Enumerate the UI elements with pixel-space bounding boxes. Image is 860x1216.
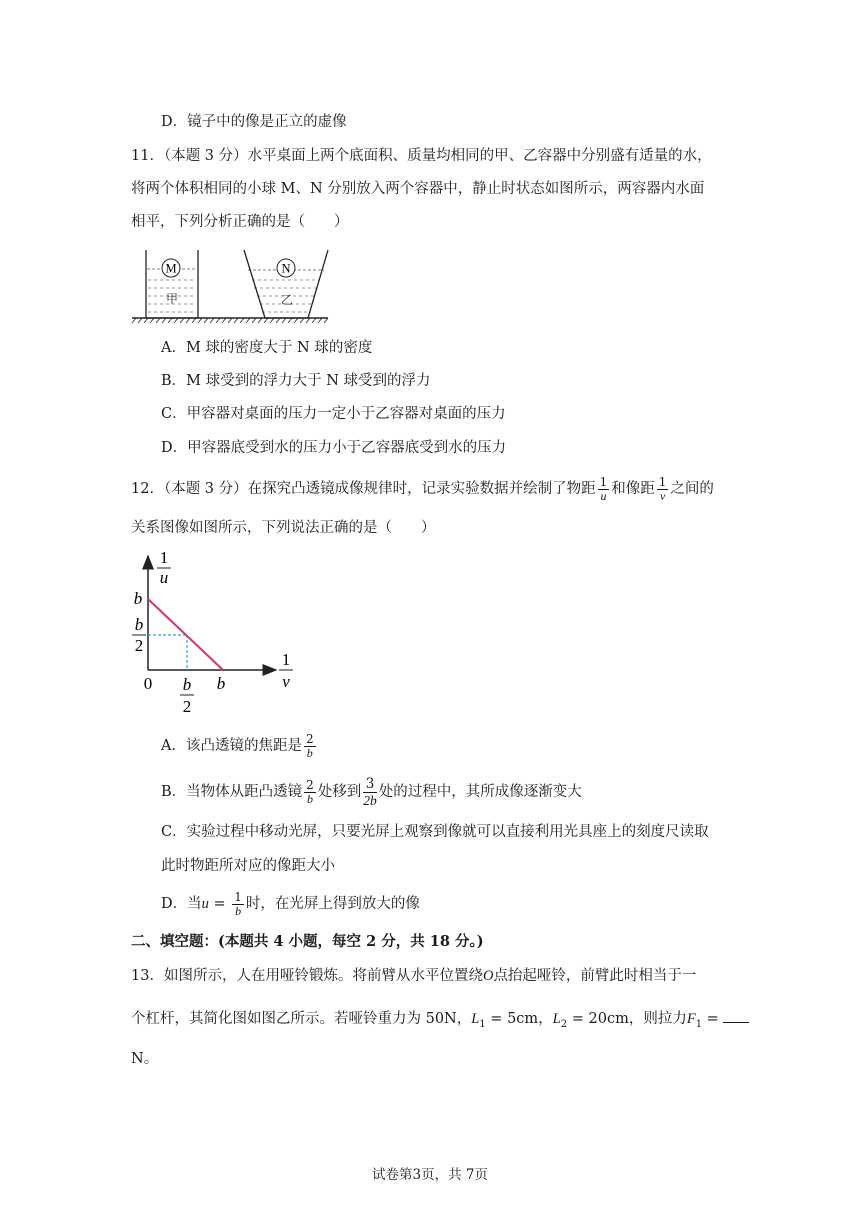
page-footer: 试卷第3页，共 7页 [372, 1167, 488, 1183]
q11-stem-line3: 相平，下列分析正确的是（ ） [131, 214, 349, 230]
q13-stem-line1: 13．如图所示，人在用哑铃锻炼。将前臂从水平位置绕O点抬起哑铃，前臂此时相当于一 [131, 968, 697, 984]
container-yi [244, 250, 328, 318]
q12-option-c-line2: 此时物距所对应的像距大小 [161, 858, 335, 874]
q13-stem-line2: 个杠杆，其简化图如图乙所示。若哑铃重力为 50N，$L_1 = 5cm$，$L_2 = 20cm$，则拉力$F_1$ = [131, 1008, 749, 1035]
x-axis-label-den: v [282, 672, 290, 691]
q11-figure [130, 248, 330, 328]
q11-option-d: D．甲容器底受到水的压力小于乙容器底受到水的压力 [161, 440, 507, 456]
section-heading: 二、填空题：(本题共 4 小题，每空 2 分，共 18 分。) [131, 933, 484, 950]
q12-option-d: D．当u = $\frac{1}{b}$ 时，在光屏上得到放大的像 [161, 889, 420, 918]
q11-option-b: B．M 球受到的浮力大于 N 球受到的浮力 [161, 373, 431, 389]
x-tick-b: b [216, 674, 226, 693]
q11-option-c: C．甲容器对桌面的压力一定小于乙容器对桌面的压力 [161, 406, 506, 422]
q12-option-b: B．当物体从距凸透镜 $\frac{2}{b}$ 处移到 $\frac{3}{2b}$ 处的过程中，其所成像逐渐变大 [161, 775, 582, 808]
container-jia-label: 甲 [165, 292, 179, 306]
ball-n-label: N [281, 261, 291, 276]
y-axis-label-den: u [159, 568, 169, 587]
y-tick-half-num: b [134, 615, 144, 634]
q12-option-a: A．该凸透镜的焦距是 $\frac{2}{b}$ [161, 731, 314, 760]
q11-option-a: A．M 球的密度大于 N 球的密度 [161, 340, 373, 356]
x-axis-label-num: 1 [281, 650, 291, 669]
x-tick-half-num: b [182, 675, 192, 694]
q11-stem-line1: 11．（本题 3 分）水平桌面上两个底面积、质量均相同的甲、乙容器中分别盛有适量的水， [131, 148, 712, 164]
q12-graph [128, 548, 308, 723]
q13-stem-line3: N。 [131, 1051, 159, 1067]
q12-stem-line2: 关系图像如图所示，下列说法正确的是（ ） [131, 520, 436, 536]
origin-label: 0 [143, 674, 153, 693]
y-tick-b: b [133, 589, 143, 608]
answer-blank[interactable] [723, 1008, 749, 1023]
y-axis-label-num: 1 [159, 548, 169, 567]
q11-stem-line2: 将两个体积相同的小球 M、N 分别放入两个容器中，静止时状态如图所示，两容器内水面 [131, 181, 705, 197]
x-tick-half-den: 2 [182, 697, 192, 716]
q10-option-d: D．镜子中的像是正立的虚像 [161, 114, 347, 130]
y-tick-half-den: 2 [134, 636, 144, 655]
q12-option-c-line1: C．实验过程中移动光屏，只要光屏上观察到像就可以直接利用光具座上的刻度尺读取 [161, 824, 709, 840]
container-yi-label: 乙 [280, 293, 294, 307]
q12-stem-line1: 12．（本题 3 分）在探究凸透镜成像规律时，记录实验数据并绘制了物距 $\frac{1}{u}$ 和像距 $\frac{1}{v}$ 之间的 [131, 474, 714, 503]
container-jia [146, 250, 198, 318]
ball-m-label: M [165, 261, 177, 276]
